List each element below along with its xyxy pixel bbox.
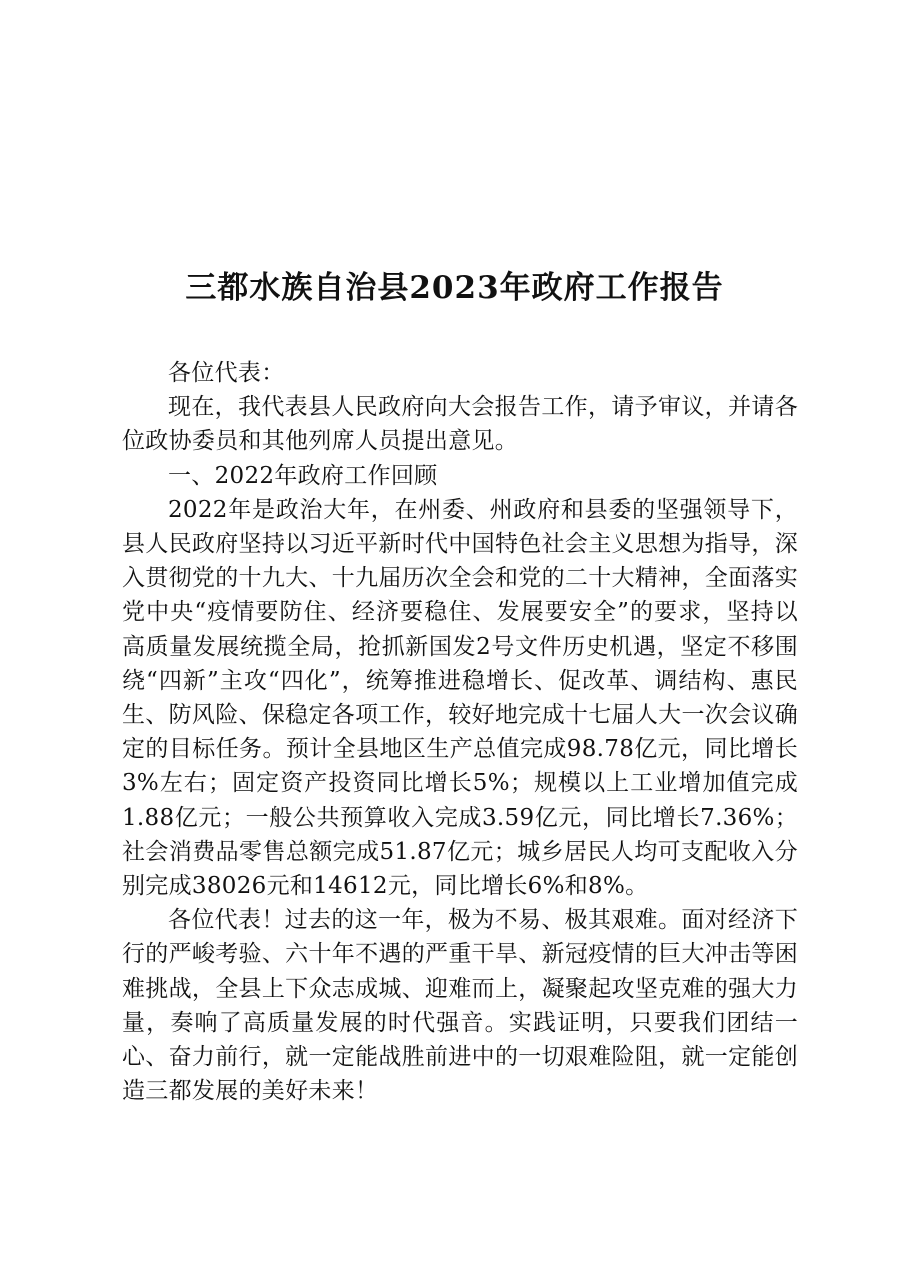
- paragraph-review: 2022年是政治大年，在州委、州政府和县委的坚强领导下，县人民政府坚持以习近平新时代中国特色社会主义思想为指导，深入贯彻党的十九大、十九届历次全会和党的二十大精神，全面落实党中央“疫情要防住、经济要稳住、发展要安全”的要求，坚持以高质量发展统揽全局，抢抓新国发2号文件历史机遇，坚定不移围绕“四新”主攻“四化”，统筹推进稳增长、促改革、调结构、惠民生、防风险、保稳定各项工作，较好地完成十七届人大一次会议确定的目标任务。预计全县地区生产总值完成98.78亿元，同比增长3%左右；固定资产投资同比增长5%；规模以上工业增加值完成1.88亿元；一般公共预算收入完成3.59亿元，同比增长7.36%；社会消费品零售总额完成51.87亿元；城乡居民人均可支配收入分别完成38026元和14612元，同比增长6%和8%。: [122, 496, 798, 900]
- paragraph-summary: 各位代表！过去的这一年，极为不易、极其艰难。面对经济下行的严峻考验、六十年不遇的严重干旱、新冠疫情的巨大冲击等困难挑战，全县上下众志成城、迎难而上，凝聚起攻坚克难的强大力量，奏响了高质量发展的时代强音。实践证明，只要我们团结一心、奋力前行，就一定能战胜前进中的一切艰难险阻，就一定能创造三都发展的美好未来！: [122, 907, 798, 1105]
- section-heading: 一、2022年政府工作回顾: [168, 462, 438, 489]
- paragraph-intro: 现在，我代表县人民政府向大会报告工作，请予审议，并请各位政协委员和其他列席人员提出意见。: [122, 394, 798, 455]
- paragraph-salutation: 各位代表：: [168, 360, 285, 386]
- document-body: [122, 356, 798, 1108]
- document-title: 三都水族自治县2023年政府工作报告: [185, 270, 724, 306]
